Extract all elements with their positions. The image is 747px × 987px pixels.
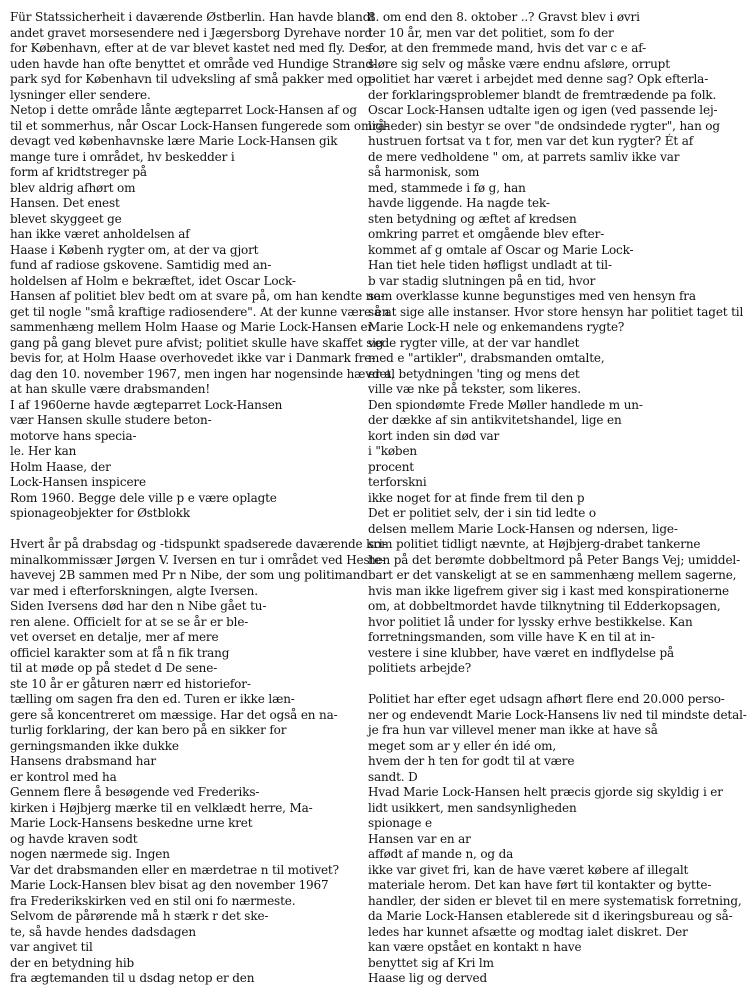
left-column-text-line: turlig forklaring, der kan bero på en sikker for [10,723,287,737]
right-column-text-line: bart er det vanskeligt at se en sammenhæng mellem sagerne, [368,568,737,582]
right-column-text-line: terforskni [368,475,427,489]
right-column-text-line: benyttet sig af Kri lm [368,955,494,970]
left-column-text-line: til at møde op på stedet d De sene- [10,661,218,675]
left-column-text-line: minalkommissær Jørgen V. Iversen en tur i området ved Heste- [10,552,386,567]
left-column-text-line: Hansens drabsmand har [10,754,156,768]
right-column-text-line: er al betydningen 'ting og mens det [368,366,580,381]
left-column-text-line: Var det drabsmanden eller en mærdetrae n til motivet? [10,862,339,877]
left-column-text-line: Siden Iversens død har den n Nibe gået tu- [10,599,267,613]
right-column-text-line: for, at den fremmede mand, hvis det var c e af- [368,41,646,55]
left-column-text-line: Selvom de pårørende må h stærk r det ske- [10,909,269,923]
left-column-text-line: til et sommerhus, når Oscar Lock-Hansen fungerede som områ- [10,118,389,133]
right-column-text-line: materiale herom. Det kan have ført til kontakter og bytte- [368,878,712,892]
left-column-text-line: Haase i Københ rygter om, at der va gjort [10,242,259,257]
left-column-text-line: uden havde han ofte benyttet et område ved Hundige Strand- [10,56,377,71]
right-column-text-line: Det er politiet selv, der i sin tid ledte o [368,506,596,520]
left-column-text-line: var med i efterforskningen, algte Iversen. [10,583,258,598]
left-column-text-line: at han skulle være drabsmanden! [10,382,211,396]
right-column-text-line: ligheder) sin bestyr se over "de ondsindede rygter", han og [368,118,720,133]
right-column-text-line: affødt af mande n, og da [368,847,514,861]
left-column-text-line: form af kridtstreger på [10,165,147,179]
left-column-text-line: mange ture i området, hv beskedder i [10,149,235,164]
left-column-text-line: Für Statssicherheit i daværende Østberlin. Han havde blandt [10,10,375,24]
right-column-text-line: ner og endevendt Marie Lock-Hansens liv ned til mindste detal- [368,707,747,722]
right-column-text-line: Marie Lock-H nele og enkemandens rygte? [368,320,625,334]
right-column-text-line: ikke var givet fri, kan de have været købere af illegalt [368,862,689,877]
right-column-text-line: som politiet tidligt nævnte, at Højbjerg-drabet tankerne [368,537,701,551]
left-column-text-line: bevis for, at Holm Haase overhovedet ikke var i Danmark fre- [10,351,376,365]
right-column-text-line: med e "artikler", drabsmanden omtalte, [368,351,605,365]
right-column-text-line: b var stadig slutningen på en tid, hvor [368,273,596,288]
right-column-text-line: handler, der siden er blevet til en mere systematisk forretning, [368,893,742,908]
left-column-text-line: ste 10 år er gåturen nærr ed historiefor- [10,676,251,691]
right-column-text-line: kort inden sin død var [368,428,500,443]
left-column-text-line: gere så koncentreret om mæssige. Har det også en na- [10,707,338,722]
right-column-paragraph-gap [368,677,708,693]
right-column-text-line: havde liggende. Ha nagde tek- [368,196,550,210]
right-column-text-line: sløre sig selv og måske være endnu afsløre, orrupt [368,56,670,71]
right-column-text-line: procent [368,459,414,474]
right-column-text-line: vestere i sine klubber, have været en indflydelse på [368,645,675,660]
left-column-text-line: Marie Lock-Hansens beskedne urne kret [10,816,253,830]
right-column-text-line: Den spiondømte Frede Møller handlede m un- [368,397,643,412]
right-column-text-line: Hvad Marie Lock-Hansen helt præcis gjorde sig skyldig i er [368,785,723,799]
right-column-text-line: sandt. D [368,769,418,784]
right-column-text-line: i "køben [368,444,417,458]
right-column-text-line: de mere vedholdene " om, at parrets samliv ikke var [368,149,680,164]
left-column-text-line: holdelsen af Holm e bekræftet, idet Oscar Lock- [10,273,296,288]
right-column-text-line: kan være opstået en kontakt n have [368,940,582,954]
left-column-text-line: motorve hans specia- [10,428,137,443]
right-text-column [368,10,747,987]
right-column-text-line: Oscar Lock-Hansen udtalte igen og igen (ved passende lej- [368,103,718,117]
right-column-text-line: Haase lig og derved [368,971,487,985]
right-column-text-line: da Marie Lock-Hansen etablerede sit d ikeringsbureau og så- [368,909,733,923]
left-column-text-line: lysninger eller sendere. [10,87,151,102]
left-column-text-line: Marie Lock-Hansen blev bisat ag den november 1967 [10,878,329,892]
left-column-text-line: Holm Haase, der [10,459,111,474]
right-column-text-line: meget som ar y eller én idé om, [368,738,557,753]
left-column-text-line: dag den 10. november 1967, men ingen har nogensinde hævdet, [10,366,395,381]
left-column-text-line: devagt ved københavnske lære Marie Lock-Hansen gik [10,134,338,148]
right-column-text-line: Han tiet hele tiden høfligst undladt at til- [368,258,612,272]
right-column-text-line: hvis man ikke ligefrem giver sig i kast med konspirationerne [368,583,729,598]
left-column-text-line: for København, efter at de var blevet kastet ned med fly. Des- [10,41,375,55]
right-column-text-line: lidt usikkert, men sandsynligheden [368,800,577,815]
right-column-text-line: ledes har kunnet afsætte og modtag ialet diskret. Der [368,924,688,939]
right-column-text-line: ikke noget for at finde frem til den p [368,490,585,505]
left-column-text-line: blev aldrig afhørt om [10,180,136,195]
right-column-text-line: hen på det berømte dobbeltmord på Peter Bangs Vej; umiddel- [368,552,740,567]
left-column-text-line: gang på gang blevet pure afvist; politiet skulle have skaffet sig [10,335,384,350]
right-column-text-line: Hansen var en ar [368,831,471,846]
right-column-text-line: ville væ nke på tekster, som likeres. [368,382,581,396]
left-column-text-line: Gennem flere å besøgende ved Frederiks- [10,785,260,799]
left-column-text-line: Hansen af politiet blev bedt om at svare på, om han kendte no- [10,289,385,303]
right-column-text-line: sam overklasse kunne begunstiges med ven hensyn fra [368,289,696,303]
left-column-text-line: park syd for København til udveksling af små pakker med op- [10,72,375,86]
left-column-paragraph-gap [10,522,350,538]
right-column-text-line: der dække af sin antikvitetshandel, lige en [368,413,622,427]
right-column-text-line: hustruen fortsat va t for, men var det kun rygter? Ét af [368,134,693,148]
left-column-text-line: er kontrol med ha [10,769,117,784]
left-column-text-line: I af 1960erne havde ægteparret Lock-Hansen [10,397,283,412]
left-column-text-line: han ikke været anholdelsen af [10,227,190,241]
right-column-text-line: 8. om end den 8. oktober ..? Gravst blev i øvri [368,10,640,24]
right-column-text-line: spionage e [368,816,432,830]
right-column-text-line: så harmonisk, som [368,165,480,179]
left-column-text-line: Netop i dette område lånte ægteparret Lock-Hansen af og [10,103,357,117]
right-column-text-line: om, at dobbeltmordet havde tilknytning til Edderkopsagen, [368,599,721,613]
right-column-text-line: forretningsmanden, som ville have K en til at in- [368,630,655,644]
left-column-text-line: kirken i Højbjerg mærke til en velklædt herre, Ma- [10,800,313,815]
left-column-text-line: get til nogle "små kraftige radiosendere". At der kunne være en [10,304,390,319]
right-column-text-line: der forklaringsproblemer blandt de fremtrædende pa folk. [368,87,717,102]
right-column-text-line: Politiet har efter eget udsagn afhørt flere end 20.000 perso- [368,692,725,706]
left-column-text-line: gerningsmanden ikke dukke [10,738,179,753]
left-column-text-line: ren alene. Officielt for at se se år er ble- [10,614,249,629]
right-column-text-line: hvem der h ten for godt til at være [368,754,575,768]
right-column-text-line: omkring parret et omgående blev efter- [368,227,605,241]
right-column-text-line: kommet af g omtale af Oscar og Marie Lock- [368,242,634,257]
left-column-text-line: havevej 2B sammen med Pr n Nibe, der som ung politimand [10,568,368,582]
left-column-text-line: der en betydning hib [10,955,135,970]
left-column-text-line: var angivet til [10,940,93,954]
left-column-text-line: vet overset en detalje, mer af mere [10,630,219,644]
right-column-text-line: politiets arbejde? [368,661,472,675]
left-column-text-line: Hansen. Det enest [10,196,120,210]
right-column-text-line: je fra hun var villevel mener man ikke at have så [368,723,658,737]
right-column-text-line: med, stammede i fø g, han [368,180,526,195]
left-column-text-line: Rom 1960. Begge dele ville p e være oplagte [10,490,277,505]
left-column-text-line: vær Hansen skulle studere beton- [10,413,212,427]
right-column-text-line: hvor politiet lå under for lyssky erhve bestikkelse. Kan [368,614,693,629]
left-column-text-line: Lock-Hansen inspicere [10,475,146,489]
right-column-text-line: så at sige alle instanser. Hvor store hensyn har politiet taget til [368,304,744,319]
right-column-text-line: ter 10 år, men var det politiet, som fo der [368,25,614,40]
left-column-text-line: nogen nærmede sig. Ingen [10,847,170,861]
left-column-text-line: te, så havde hendes dadsdagen [10,924,196,939]
left-column-text-line: sammenhæng mellem Holm Haase og Marie Lock-Hansen er [10,320,374,334]
left-column-text-line: andet gravet morsesendere ned i Jægersborg Dyrehave nord [10,25,373,40]
right-column-text-line: politiet har været i arbejdet med denne sag? Opk efterla- [368,72,709,86]
left-column-text-line: blevet skyggeet ge [10,211,122,226]
left-column-text-line: tælling om sagen fra den ed. Turen er ikke læn- [10,692,295,706]
left-column-text-line: le. Her kan [10,444,77,458]
right-column-text-line: vede rygter ville, at der var handlet [368,335,580,350]
left-column-text-line: fra Frederikskirken ved en stil oni fo nærmeste. [10,893,296,908]
right-column-text-line: sten betydning og æftet af kredsen [368,211,577,226]
left-column-text-line: Hvert år på drabsdag og -tidspunkt spadserede daværende kri- [10,537,387,551]
left-column-text-line: spionageobjekter for Østblokk [10,506,191,520]
right-column-text-line: delsen mellem Marie Lock-Hansen og ndersen, lige- [368,521,678,536]
left-column-text-line: fra ægtemanden til u dsdag netop er den [10,971,255,985]
left-column-text-line: fund af radiose gskovene. Samtidig med an- [10,258,272,272]
left-column-text-line: officiel karakter som at få n fik trang [10,645,230,660]
left-column-text-line: og havde kraven sodt [10,831,138,846]
